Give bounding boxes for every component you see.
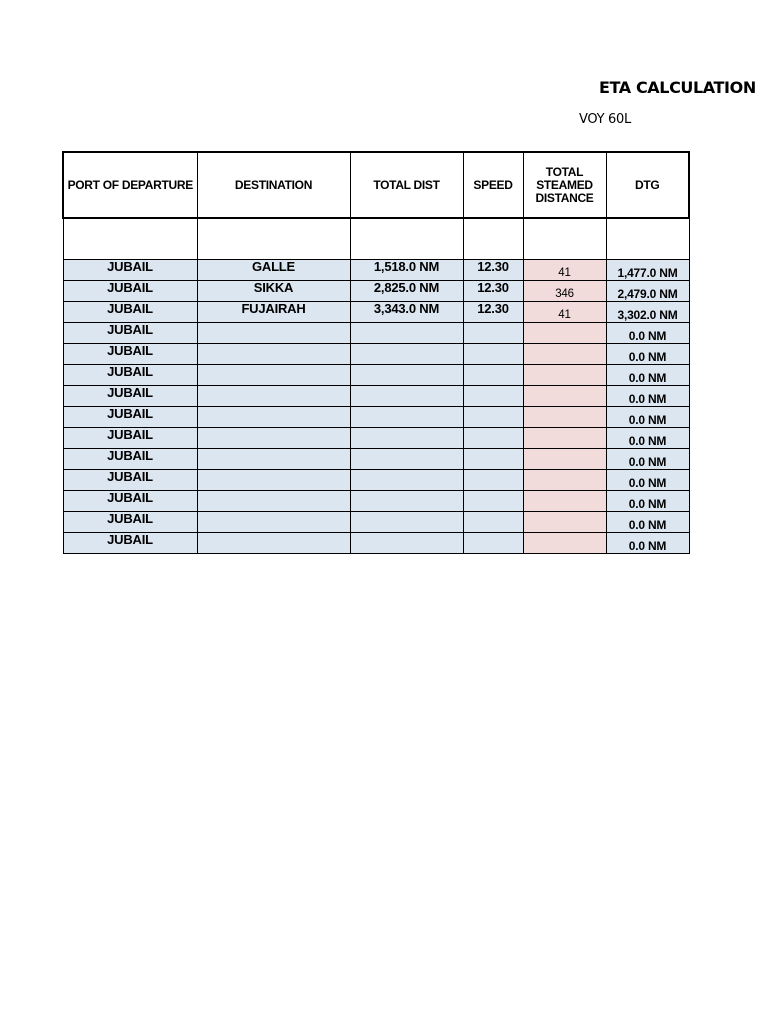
destination-cell[interactable] bbox=[197, 428, 350, 449]
destination-cell[interactable] bbox=[197, 491, 350, 512]
port-cell[interactable]: JUBAIL bbox=[63, 302, 197, 323]
blank-cell[interactable] bbox=[523, 218, 606, 260]
total-dist-cell[interactable] bbox=[350, 512, 463, 533]
dtg-cell[interactable]: 0.0 NM bbox=[606, 533, 689, 554]
destination-cell[interactable] bbox=[197, 533, 350, 554]
dtg-cell[interactable]: 0.0 NM bbox=[606, 470, 689, 491]
table-row bbox=[63, 449, 689, 470]
table-row bbox=[63, 407, 689, 428]
blank-cell[interactable] bbox=[463, 218, 523, 260]
speed-cell[interactable] bbox=[463, 344, 523, 365]
speed-cell[interactable] bbox=[463, 386, 523, 407]
port-cell[interactable]: JUBAIL bbox=[63, 281, 197, 302]
destination-cell[interactable] bbox=[197, 386, 350, 407]
destination-cell[interactable]: SIKKA bbox=[197, 281, 350, 302]
table-row bbox=[63, 428, 689, 449]
table-row bbox=[63, 302, 689, 323]
speed-cell[interactable] bbox=[463, 512, 523, 533]
speed-cell[interactable] bbox=[463, 428, 523, 449]
steamed-distance-cell[interactable]: 41 bbox=[523, 302, 606, 323]
total-dist-cell[interactable] bbox=[350, 323, 463, 344]
speed-cell[interactable] bbox=[463, 449, 523, 470]
dtg-cell[interactable]: 0.0 NM bbox=[606, 449, 689, 470]
steamed-distance-cell[interactable] bbox=[523, 449, 606, 470]
port-cell[interactable]: JUBAIL bbox=[63, 533, 197, 554]
total-dist-cell[interactable] bbox=[350, 449, 463, 470]
speed-cell[interactable] bbox=[463, 407, 523, 428]
table-row bbox=[63, 365, 689, 386]
blank-row bbox=[63, 218, 689, 260]
speed-cell[interactable] bbox=[463, 491, 523, 512]
column-header-total-dist: TOTAL DIST bbox=[350, 152, 463, 218]
steamed-distance-cell[interactable]: 41 bbox=[523, 260, 606, 281]
steamed-distance-cell[interactable] bbox=[523, 323, 606, 344]
dtg-cell[interactable]: 0.0 NM bbox=[606, 428, 689, 449]
steamed-distance-cell[interactable] bbox=[523, 407, 606, 428]
page-title: ETA CALCULATION bbox=[599, 78, 756, 97]
total-dist-cell[interactable] bbox=[350, 344, 463, 365]
table-header-row bbox=[63, 152, 689, 218]
blank-cell[interactable] bbox=[197, 218, 350, 260]
steamed-distance-cell[interactable] bbox=[523, 386, 606, 407]
column-header-speed: SPEED bbox=[463, 152, 523, 218]
dtg-cell[interactable]: 0.0 NM bbox=[606, 407, 689, 428]
blank-cell[interactable] bbox=[606, 218, 689, 260]
dtg-cell[interactable]: 0.0 NM bbox=[606, 344, 689, 365]
steamed-distance-cell[interactable] bbox=[523, 491, 606, 512]
voyage-label: VOY 60L bbox=[579, 112, 631, 127]
total-dist-cell[interactable] bbox=[350, 470, 463, 491]
column-header-destination: DESTINATION bbox=[197, 152, 350, 218]
steamed-distance-cell[interactable] bbox=[523, 533, 606, 554]
speed-cell[interactable] bbox=[463, 533, 523, 554]
destination-cell[interactable] bbox=[197, 344, 350, 365]
table-row bbox=[63, 281, 689, 302]
steamed-distance-cell[interactable]: 346 bbox=[523, 281, 606, 302]
blank-cell[interactable] bbox=[63, 218, 197, 260]
speed-cell[interactable]: 12.30 bbox=[463, 260, 523, 281]
destination-cell[interactable] bbox=[197, 365, 350, 386]
speed-cell[interactable] bbox=[463, 323, 523, 344]
column-header-dtg: DTG bbox=[606, 152, 689, 218]
table-row bbox=[63, 512, 689, 533]
speed-cell[interactable] bbox=[463, 365, 523, 386]
destination-cell[interactable]: GALLE bbox=[197, 260, 350, 281]
port-cell[interactable]: JUBAIL bbox=[63, 470, 197, 491]
port-cell[interactable]: JUBAIL bbox=[63, 386, 197, 407]
dtg-cell[interactable]: 3,302.0 NM bbox=[606, 302, 689, 323]
steamed-distance-cell[interactable] bbox=[523, 470, 606, 491]
table-row bbox=[63, 386, 689, 407]
dtg-cell[interactable]: 0.0 NM bbox=[606, 365, 689, 386]
speed-cell[interactable]: 12.30 bbox=[463, 302, 523, 323]
destination-cell[interactable] bbox=[197, 449, 350, 470]
dtg-cell[interactable]: 1,477.0 NM bbox=[606, 260, 689, 281]
destination-cell[interactable] bbox=[197, 512, 350, 533]
steamed-distance-cell[interactable] bbox=[523, 428, 606, 449]
total-dist-cell[interactable] bbox=[350, 491, 463, 512]
total-dist-cell[interactable] bbox=[350, 533, 463, 554]
port-cell[interactable]: JUBAIL bbox=[63, 407, 197, 428]
table-row bbox=[63, 344, 689, 365]
destination-cell[interactable] bbox=[197, 407, 350, 428]
dtg-cell[interactable]: 2,479.0 NM bbox=[606, 281, 689, 302]
table-row bbox=[63, 470, 689, 491]
port-cell[interactable]: JUBAIL bbox=[63, 512, 197, 533]
dtg-cell[interactable]: 0.0 NM bbox=[606, 323, 689, 344]
dtg-cell[interactable]: 0.0 NM bbox=[606, 386, 689, 407]
total-dist-cell[interactable]: 2,825.0 NM bbox=[350, 281, 463, 302]
dtg-cell[interactable]: 0.0 NM bbox=[606, 512, 689, 533]
speed-cell[interactable] bbox=[463, 470, 523, 491]
port-cell[interactable]: JUBAIL bbox=[63, 449, 197, 470]
total-dist-cell[interactable] bbox=[350, 407, 463, 428]
destination-cell[interactable] bbox=[197, 323, 350, 344]
total-dist-cell[interactable]: 1,518.0 NM bbox=[350, 260, 463, 281]
column-header-total-steamed-distance-label: TOTAL STEAMED DISTANCE bbox=[535, 164, 594, 205]
total-dist-cell[interactable] bbox=[350, 386, 463, 407]
dtg-cell[interactable]: 0.0 NM bbox=[606, 491, 689, 512]
port-cell[interactable]: JUBAIL bbox=[63, 323, 197, 344]
table-row bbox=[63, 323, 689, 344]
column-header-total-steamed-distance bbox=[523, 152, 606, 218]
column-header-port-of-departure: PORT OF DEPARTURE bbox=[63, 152, 197, 218]
port-cell[interactable]: JUBAIL bbox=[63, 491, 197, 512]
steamed-distance-cell[interactable] bbox=[523, 512, 606, 533]
steamed-distance-cell[interactable] bbox=[523, 344, 606, 365]
total-dist-cell[interactable] bbox=[350, 365, 463, 386]
port-cell[interactable]: JUBAIL bbox=[63, 344, 197, 365]
destination-cell[interactable] bbox=[197, 470, 350, 491]
table-row bbox=[63, 533, 689, 554]
blank-cell[interactable] bbox=[350, 218, 463, 260]
steamed-distance-cell[interactable] bbox=[523, 365, 606, 386]
table-row bbox=[63, 491, 689, 512]
table-row bbox=[63, 260, 689, 281]
eta-table bbox=[62, 151, 690, 554]
port-cell[interactable]: JUBAIL bbox=[63, 428, 197, 449]
destination-cell[interactable]: FUJAIRAH bbox=[197, 302, 350, 323]
total-dist-cell[interactable]: 3,343.0 NM bbox=[350, 302, 463, 323]
speed-cell[interactable]: 12.30 bbox=[463, 281, 523, 302]
port-cell[interactable]: JUBAIL bbox=[63, 260, 197, 281]
port-cell[interactable]: JUBAIL bbox=[63, 365, 197, 386]
total-dist-cell[interactable] bbox=[350, 428, 463, 449]
